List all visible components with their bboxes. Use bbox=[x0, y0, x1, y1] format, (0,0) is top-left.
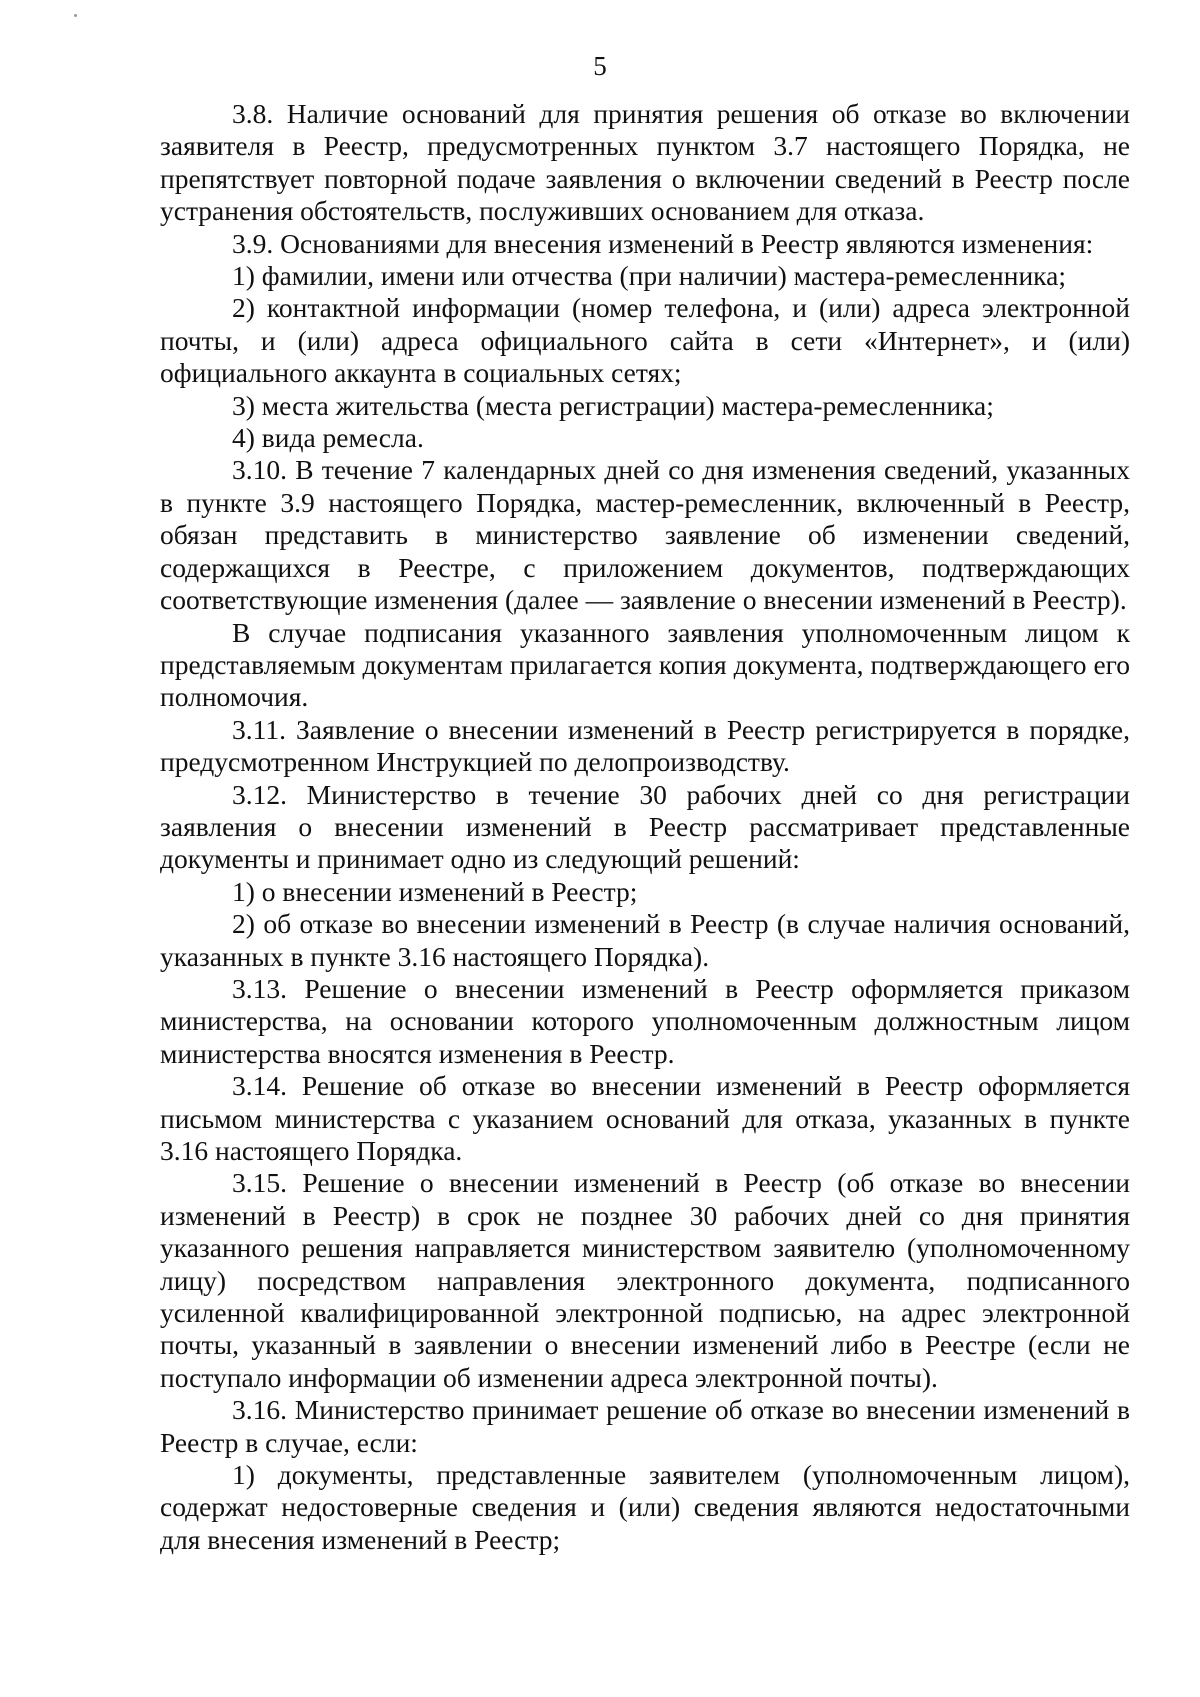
paragraph-3-10: 3.10. В течение 7 календарных дней со дня изменения сведений, указанных в пункте 3.9 настоящего Порядка, мастер-ремесленник, включенный в Реестр, обязан представить в министерство заявление об изменении сведений, содержащихся в Реестре, с приложением документов, подтверждающих соответствующие изменения (далее — заявление о внесении изменений в Реестр). bbox=[160, 454, 1130, 616]
paragraph-3-11: 3.11. Заявление о внесении изменений в Реестр регистрируется в порядке, предусмотренном Инструкцией по делопроизводству. bbox=[160, 713, 1130, 778]
list-item-3-9-1: 1) фамилии, имени или отчества (при наличии) мастера-ремесленника; bbox=[232, 260, 1066, 292]
paragraph-3-9: 3.9. Основаниями для внесения изменений в Реестр являются изменения: bbox=[232, 227, 1094, 259]
paragraph-3-14: 3.14. Решение об отказе во внесении изменений в Реестр оформляется письмом министерства с указанием оснований для отказа, указанных в пункте 3.16 настоящего Порядка. bbox=[160, 1070, 1130, 1166]
paragraph-3-8: 3.8. Наличие оснований для принятия решения об отказе во включении заявителя в Реестр, предусмотренных пунктом 3.7 настоящего Порядка, не препятствует повторной подаче заявления о включении сведений в Реестр после устранения обстоятельств, послуживших основанием для отказа. bbox=[160, 98, 1130, 227]
page-number: 5 bbox=[593, 51, 607, 81]
list-item-3-9-4: 4) вида ремесла. bbox=[232, 422, 424, 454]
document-body bbox=[160, 98, 1130, 1556]
list-item-3-16-1: 1) документы, представленные заявителем (уполномоченным лицом), содержат недостоверные сведения и (или) сведения являются недостаточными для внесения изменений в Реестр; bbox=[160, 1459, 1130, 1555]
list-item-3-9-2: 2) контактной информации (номер телефона, и (или) адреса электронной почты, и (или) адреса официального сайта в сети «Интернет», и (или) официального аккаунта в социальных сетях; bbox=[160, 292, 1130, 389]
list-item-3-9-3: 3) места жительства (места регистрации) мастера-ремесленника; bbox=[232, 389, 994, 421]
list-item-3-12-2: 2) об отказе во внесении изменений в Реестр (в случае наличия оснований, указанных в пункте 3.16 настоящего Порядка). bbox=[160, 908, 1130, 972]
list-item-3-12-1: 1) о внесении изменений в Реестр; bbox=[232, 875, 638, 907]
paragraph-3-12: 3.12. Министерство в течение 30 рабочих дней со дня регистрации заявления о внесении изменений в Реестр рассматривает представленные документы и принимает одно из следующий решений: bbox=[160, 778, 1130, 875]
scan-speck bbox=[74, 14, 77, 17]
paragraph-3-10-continued: В случае подписания указанного заявления уполномоченным лицом к представляемым документам прилагается копия документа, подтверждающего его полномочия. bbox=[160, 616, 1130, 713]
paragraph-3-16: 3.16. Министерство принимает решение об отказе во внесении изменений в Реестр в случае, если: bbox=[160, 1394, 1130, 1458]
paragraph-3-15: 3.15. Решение о внесении изменений в Реестр (об отказе во внесении изменений в Реестр) в срок не позднее 30 рабочих дней со дня принятия указанного решения направляется министерством заявителю (уполномоченному лицу) посредством направления электронного документа, подписанного усиленной квалифицированной электронной подписью, на адрес электронной почты, указанный в заявлении о внесении изменений либо в Реестре (если не поступало информации об изменении адреса электронной почты). bbox=[160, 1167, 1130, 1393]
paragraph-3-13: 3.13. Решение о внесении изменений в Реестр оформляется приказом министерства, на основании которого уполномоченным должностным лицом министерства вносятся изменения в Реестр. bbox=[160, 972, 1130, 1069]
